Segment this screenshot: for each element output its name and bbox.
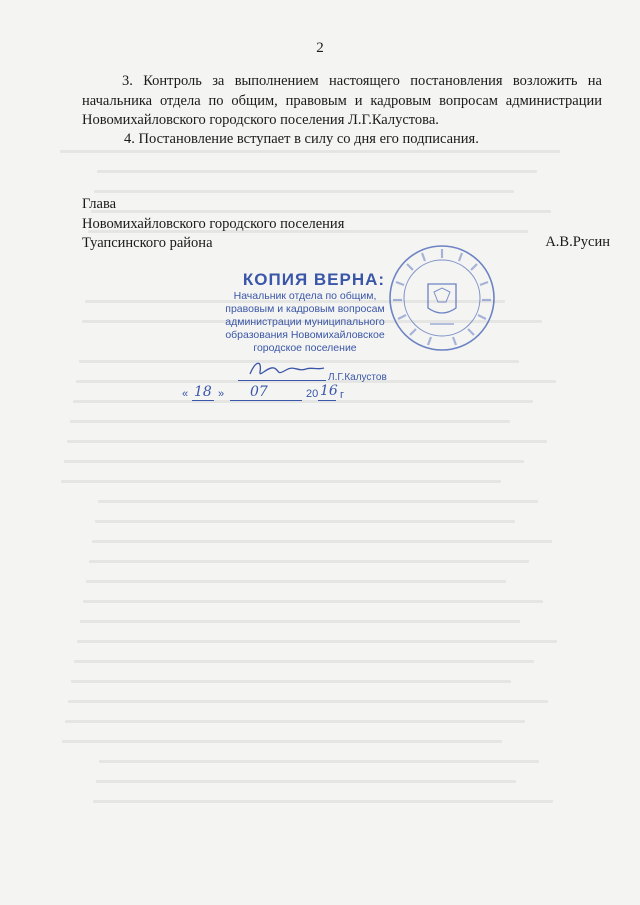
signature-underline xyxy=(238,380,326,381)
year-underline xyxy=(318,400,336,401)
bleed-line xyxy=(77,640,557,643)
certification-stamp xyxy=(210,270,400,355)
stamp-line-2: правовым и кадровым вопросам xyxy=(225,303,385,315)
signature-district: Туапсинского района xyxy=(82,235,213,251)
signature-title: Глава xyxy=(82,196,117,212)
bleed-line xyxy=(65,720,525,723)
bleed-line xyxy=(93,800,553,803)
bleed-line xyxy=(97,170,537,173)
signature-block xyxy=(82,195,344,254)
bleed-line xyxy=(80,620,520,623)
stamp-line-4: образования Новомихайловское xyxy=(225,329,385,341)
date-year: 16 xyxy=(320,383,338,399)
stamp-title: КОПИЯ ВЕРНА: xyxy=(242,270,386,289)
bleed-line xyxy=(61,480,501,483)
stamp-line-1: Начальник отдела по общим, xyxy=(233,290,377,302)
signature-org: Новомихайловского городского поселения xyxy=(82,215,345,232)
stamp-line-5: городское поселение xyxy=(253,342,357,354)
bleed-line xyxy=(68,700,548,703)
bleed-line xyxy=(64,460,524,463)
paragraph-3: 3. Контроль за выполнением настоящего постановления возложить на начальника отдела по общим, правовым и кадровым вопросам администрации Новомихайловского городского поселения Л.Г.Калустова. xyxy=(82,73,602,128)
day-underline xyxy=(192,400,214,401)
stamp-line-3: администрации муниципального xyxy=(225,316,385,328)
bleed-line xyxy=(83,600,543,603)
bleed-line xyxy=(96,780,516,783)
date-year-prefix: 20 xyxy=(306,388,319,400)
bleed-line xyxy=(89,560,529,563)
date-quote-open: « xyxy=(182,388,189,400)
date-day: 18 xyxy=(194,384,212,400)
month-underline xyxy=(230,400,302,401)
bleed-line xyxy=(67,440,547,443)
official-seal-icon xyxy=(388,244,496,352)
bleed-line xyxy=(71,680,511,683)
page-number: 2 xyxy=(316,40,324,56)
bleed-line xyxy=(94,190,514,193)
bleed-line xyxy=(62,740,502,743)
bleed-line xyxy=(95,520,515,523)
bleed-line xyxy=(70,420,510,423)
bleed-line xyxy=(99,760,539,763)
bleed-line xyxy=(74,660,534,663)
bleed-line xyxy=(98,500,538,503)
bleed-line xyxy=(60,150,560,153)
stamp-signer: Л.Г.Калустов xyxy=(328,372,387,383)
handwritten-signature-icon xyxy=(246,358,326,380)
bleed-line xyxy=(86,580,506,583)
stamp-signature-row xyxy=(178,366,398,406)
signatory-name: А.В.Русин xyxy=(545,234,610,250)
date-month: 07 xyxy=(250,384,268,400)
bleed-line xyxy=(92,540,552,543)
paragraph-4: 4. Постановление вступает в силу со дня его подписания. xyxy=(124,131,479,147)
date-quote-close: » xyxy=(218,388,225,400)
date-year-mark: г xyxy=(340,389,345,401)
